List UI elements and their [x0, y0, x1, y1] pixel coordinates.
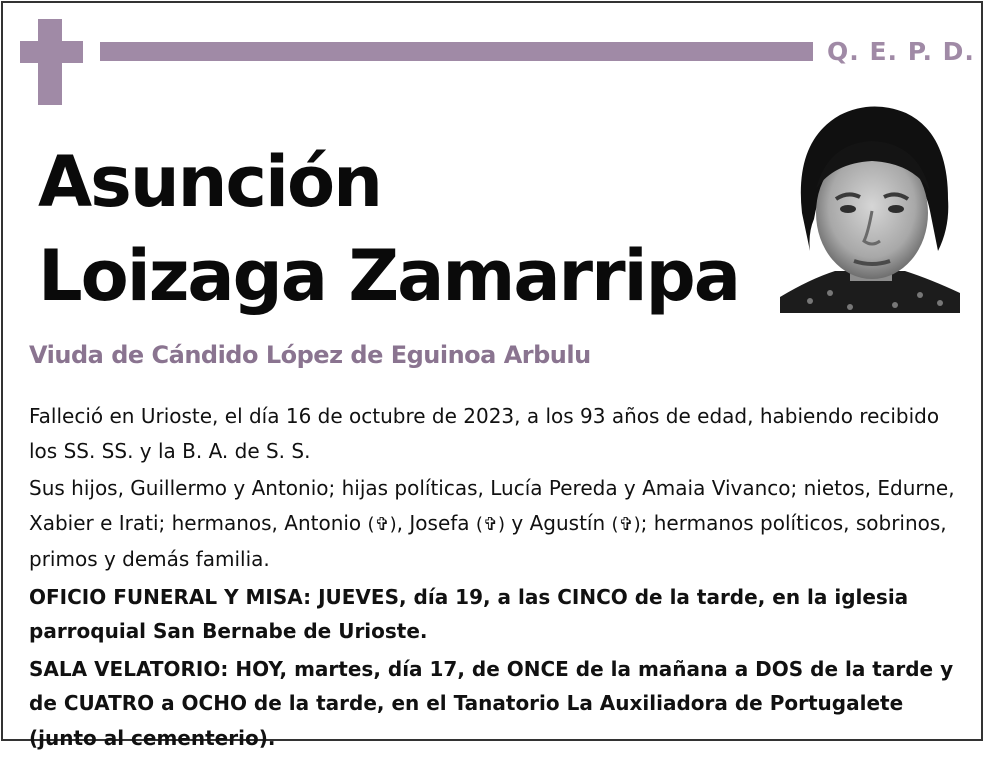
latin-cross-icon-arm: [20, 41, 83, 63]
funeral-paragraph: OFICIO FUNERAL Y MISA: JUEVES, día 19, a las CINCO de la tarde, en la iglesia parroquial San Bernabe de Urioste.: [29, 584, 909, 643]
family-text-3: y Agustín: [505, 510, 606, 535]
obituary-card: [1, 1, 983, 750]
widow-of-line: Viuda de Cándido López de Eguinoa Arbulu: [29, 341, 591, 369]
deceased-first-name: Asunción: [38, 141, 381, 223]
deceased-surnames: Loizaga Zamarripa: [38, 235, 739, 317]
header-rule: [100, 42, 813, 61]
deceased-mark-icon: (✞): [611, 513, 641, 535]
family-paragraph: [29, 471, 969, 577]
deceased-mark-icon: (✞): [367, 513, 397, 535]
family-text-2: , Josefa: [396, 510, 470, 535]
deceased-name: [38, 135, 739, 323]
qepd-label: Q. E. P. D.: [827, 37, 975, 66]
death-info-paragraph: Falleció en Urioste, el día 16 de octubre de 2023, a los 93 años de edad, habiendo recibido los SS. SS. y la B. A. de S. S.: [29, 404, 940, 463]
deceased-portrait: [780, 101, 960, 313]
notice-body: [29, 399, 969, 758]
deceased-mark-icon: (✞): [475, 513, 506, 535]
wake-paragraph: SALA VELATORIO: HOY, martes, día 17, de ONCE de la mañana a DOS de la tarde y de CUATRO a OCHO de la tarde, en el Tanatorio La Auxiliadora de Portugalete (junto al cementerio).: [29, 656, 954, 750]
family-text-1: Sus hijos, Guillermo y Antonio; hijas políticas, Lucía Pereda y Amaia Vivanco; nietos, Edurne, Xabier e Irati; hermanos, Antonio: [29, 476, 955, 535]
portrait-image: [780, 101, 960, 313]
family-text-4: ; hermanos políticos, sobrinos, primos y demás familia.: [29, 510, 947, 571]
